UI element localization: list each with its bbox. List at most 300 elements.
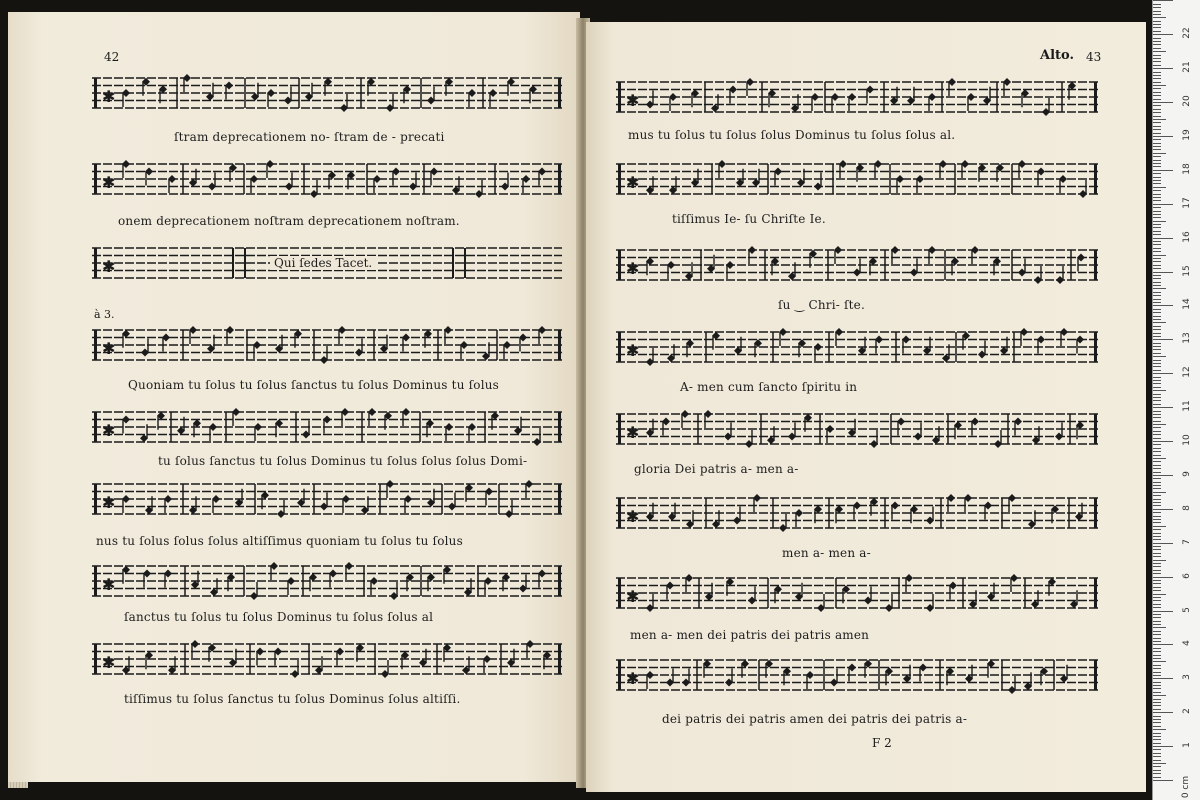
music-staff [616, 76, 1098, 118]
ruler-number: 19 [1182, 129, 1192, 141]
staff-notation [92, 158, 562, 200]
ruler-unit: 0 cm [1181, 775, 1192, 799]
music-staff [616, 492, 1098, 534]
ruler-tick [1153, 427, 1161, 428]
ruler-tick [1153, 482, 1161, 483]
music-staff [616, 408, 1098, 450]
ruler-tick [1153, 736, 1161, 737]
ruler-tick [1153, 244, 1161, 245]
ruler-tick [1153, 360, 1161, 361]
ruler-tick [1153, 509, 1173, 510]
ruler-tick [1153, 65, 1161, 66]
signature-mark: F 2 [872, 736, 892, 750]
svg-text:✱: ✱ [626, 173, 640, 192]
ruler-tick [1153, 553, 1161, 554]
lyric-line: men a- men a- [782, 546, 871, 560]
ruler-tick [1153, 133, 1161, 134]
ruler-tick [1153, 614, 1161, 615]
ruler-tick [1153, 641, 1161, 642]
measurement-ruler [1152, 0, 1200, 800]
ruler-tick [1153, 499, 1161, 500]
ruler-number: 13 [1182, 332, 1192, 345]
ruler-tick [1153, 719, 1161, 720]
ruler-tick [1153, 658, 1161, 659]
ruler-tick [1153, 638, 1161, 639]
ruler-tick [1153, 695, 1166, 696]
ruler-tick [1153, 441, 1173, 442]
ruler-tick [1153, 688, 1161, 689]
ruler-tick [1153, 692, 1161, 693]
ruler-tick [1153, 590, 1161, 591]
ruler-number: 9 [1182, 471, 1192, 477]
ruler-tick [1153, 17, 1166, 18]
ruler-tick [1153, 44, 1161, 45]
ruler-number: 14 [1182, 298, 1192, 311]
ruler-tick [1153, 729, 1166, 730]
ruler-tick [1153, 665, 1161, 666]
music-staff [92, 638, 562, 680]
ruler-number: 4 [1182, 640, 1192, 647]
ruler-tick [1153, 394, 1161, 395]
ruler-tick [1153, 461, 1161, 462]
ruler-tick [1153, 275, 1161, 276]
ruler-tick [1153, 346, 1161, 347]
ruler-tick [1153, 258, 1161, 259]
ruler-tick [1153, 24, 1161, 25]
ruler-number: 7 [1182, 538, 1192, 545]
ruler-tick [1153, 234, 1161, 235]
ruler-tick [1153, 526, 1166, 527]
ruler-tick [1153, 417, 1161, 418]
ruler-tick [1153, 190, 1161, 191]
ruler-tick [1153, 522, 1161, 523]
ruler-tick [1153, 261, 1161, 262]
ruler-tick [1153, 149, 1161, 150]
ruler-tick [1153, 309, 1161, 310]
ruler-tick [1153, 319, 1161, 320]
staff-notation [92, 324, 562, 366]
tacet-label: Qui ſedes Tacet. [270, 256, 376, 270]
ruler-tick [1153, 373, 1173, 374]
ruler-tick [1153, 187, 1166, 188]
ruler-tick [1153, 485, 1161, 486]
music-staff [616, 572, 1098, 614]
ruler-tick [1153, 560, 1166, 561]
ruler-tick [1153, 366, 1161, 367]
svg-text:✱: ✱ [102, 493, 116, 512]
ruler-tick [1153, 329, 1161, 330]
ruler-tick [1153, 122, 1161, 123]
ruler-tick [1153, 156, 1161, 157]
ruler-tick [1153, 302, 1161, 303]
ruler-tick [1153, 85, 1166, 86]
ruler-tick [1153, 139, 1161, 140]
ruler-tick [1153, 305, 1173, 306]
lyric-line: gloria Dei patris a- men a- [634, 462, 799, 476]
ruler-tick [1153, 434, 1161, 435]
ruler-tick [1153, 241, 1161, 242]
ruler-tick [1153, 4, 1161, 5]
ruler-tick [1153, 600, 1161, 601]
ruler-tick [1153, 468, 1161, 469]
ruler-tick [1153, 343, 1161, 344]
ruler-tick [1153, 451, 1161, 452]
ruler-tick [1153, 109, 1161, 110]
ruler-number: 15 [1182, 264, 1192, 277]
ruler-tick [1153, 82, 1161, 83]
lyric-line: ſu ‿ Chri- ſte. [778, 298, 865, 312]
lyric-line: mus tu ſolus tu ſolus ſolus Dominus tu ſolus ſolus al. [628, 128, 956, 142]
ruler-tick [1153, 770, 1161, 771]
ruler-tick [1153, 763, 1166, 764]
ruler-tick [1153, 594, 1166, 595]
ruler-tick [1153, 682, 1161, 683]
lyric-line: ſanctus tu ſolus tu ſolus Dominus tu ſolus ſolus al [124, 610, 434, 624]
ruler-tick [1153, 339, 1173, 340]
ruler-number: 12 [1182, 366, 1192, 378]
ruler-tick [1153, 587, 1161, 588]
ruler-tick [1153, 326, 1161, 327]
svg-text:✱: ✱ [626, 587, 640, 606]
ruler-tick [1153, 563, 1161, 564]
ruler-tick [1153, 536, 1161, 537]
ruler-tick [1153, 370, 1161, 371]
svg-text:✱: ✱ [102, 339, 116, 358]
lyric-line: tiſſimus Ie- ſu Chriſte Ie. [672, 212, 826, 226]
ruler-number: 22 [1182, 27, 1192, 39]
ruler-tick [1153, 72, 1161, 73]
ruler-tick [1153, 119, 1166, 120]
ruler-tick [1153, 136, 1173, 137]
ruler-number: 20 [1182, 95, 1192, 107]
ruler-tick [1153, 743, 1161, 744]
ruler-tick [1153, 214, 1161, 215]
music-staff [616, 244, 1098, 286]
ruler-tick [1153, 634, 1161, 635]
ruler-tick [1153, 75, 1161, 76]
ruler-tick [1153, 51, 1166, 52]
ruler-tick [1153, 38, 1161, 39]
ruler-tick [1153, 709, 1161, 710]
ruler-tick [1153, 502, 1161, 503]
ruler-tick [1153, 383, 1161, 384]
ruler-number: 11 [1182, 400, 1192, 412]
staff-notation [92, 72, 562, 114]
svg-text:✱: ✱ [102, 87, 116, 106]
ruler-tick [1153, 478, 1161, 479]
ruler-tick [1153, 143, 1161, 144]
ruler-tick [1153, 153, 1166, 154]
staff-notation [92, 406, 562, 448]
ruler-number: 5 [1182, 606, 1192, 613]
ruler-number: 2 [1182, 708, 1192, 715]
svg-text:✱: ✱ [102, 421, 116, 440]
ruler-tick [1153, 285, 1161, 286]
ruler-tick [1153, 163, 1161, 164]
ruler-number: 17 [1182, 197, 1192, 209]
ruler-tick [1153, 627, 1166, 628]
ruler-tick [1153, 651, 1161, 652]
open-book [8, 8, 1156, 792]
ruler-tick [1153, 648, 1161, 649]
ruler-tick [1153, 749, 1161, 750]
ruler-tick [1153, 543, 1173, 544]
ruler-tick [1153, 780, 1173, 781]
staff-notation [92, 560, 562, 602]
page-number-right: 43 [1086, 50, 1102, 64]
ruler-tick [1153, 166, 1161, 167]
ruler-tick [1153, 726, 1161, 727]
ruler-tick [1153, 224, 1161, 225]
left-page [8, 12, 580, 782]
ruler-tick [1153, 88, 1161, 89]
lyric-line: ſtram deprecationem no- ſtram de - precati [174, 130, 445, 144]
ruler-tick [1153, 7, 1161, 8]
svg-text:✱: ✱ [626, 341, 640, 360]
ruler-tick [1153, 0, 1173, 1]
ruler-tick [1153, 288, 1166, 289]
ruler-tick [1153, 705, 1161, 706]
ruler-tick [1153, 448, 1161, 449]
ruler-tick [1153, 356, 1166, 357]
ruler-tick [1153, 644, 1173, 645]
staff-notation [616, 654, 1098, 696]
ruler-tick [1153, 11, 1161, 12]
lyric-line: men a- men dei patris dei patris amen [630, 628, 870, 642]
ruler-tick [1153, 716, 1161, 717]
ruler-tick [1153, 611, 1173, 612]
svg-text:✱: ✱ [626, 507, 640, 526]
ruler-tick [1153, 566, 1161, 567]
svg-text:✱: ✱ [626, 669, 640, 688]
ruler-tick [1153, 597, 1161, 598]
ruler-tick [1153, 661, 1166, 662]
ruler-tick [1153, 777, 1161, 778]
ruler-tick [1153, 577, 1173, 578]
lyric-line: Quoniam tu ſolus tu ſolus ſanctus tu ſolus Dominus tu ſolus [128, 378, 500, 392]
ruler-tick [1153, 387, 1161, 388]
ruler-tick [1153, 255, 1166, 256]
lyric-line: nus tu ſolus ſolus ſolus altiſſimus quoniam tu ſolus tu ſolus [96, 534, 463, 548]
ruler-tick [1153, 322, 1166, 323]
ruler-tick [1153, 458, 1166, 459]
ruler-number: 10 [1182, 434, 1192, 446]
ruler-tick [1153, 438, 1161, 439]
ruler-tick [1153, 773, 1161, 774]
ruler-tick [1153, 604, 1161, 605]
svg-text:✱: ✱ [102, 173, 116, 192]
ruler-tick [1153, 231, 1161, 232]
svg-text:✱: ✱ [626, 423, 640, 442]
svg-text:✱: ✱ [102, 653, 116, 672]
svg-text:✱: ✱ [626, 259, 640, 278]
ruler-tick [1153, 455, 1161, 456]
ruler-number: 16 [1182, 230, 1192, 243]
ruler-tick [1153, 312, 1161, 313]
ruler-tick [1153, 197, 1161, 198]
ruler-tick [1153, 533, 1161, 534]
ruler-tick [1153, 21, 1161, 22]
lyric-line: onem deprecationem noſtram deprecationem noſtram. [118, 214, 460, 228]
ruler-tick [1153, 251, 1161, 252]
staff-notation [616, 326, 1098, 368]
ruler-tick [1153, 105, 1161, 106]
staff-notation [616, 492, 1098, 534]
ruler-tick [1153, 299, 1161, 300]
ruler-tick [1153, 400, 1161, 401]
ruler-tick [1153, 712, 1173, 713]
ruler-tick [1153, 570, 1161, 571]
ruler-tick [1153, 685, 1161, 686]
music-staff [92, 324, 562, 366]
ruler-tick [1153, 678, 1173, 679]
ruler-tick [1153, 282, 1161, 283]
ruler-tick [1153, 505, 1161, 506]
ruler-tick [1153, 631, 1161, 632]
ruler-number: 18 [1182, 163, 1192, 175]
ruler-tick [1153, 177, 1161, 178]
ruler-tick [1153, 617, 1161, 618]
ruler-tick [1153, 746, 1173, 747]
ruler-number: 3 [1182, 674, 1192, 681]
ruler-tick [1153, 248, 1161, 249]
ruler-tick [1153, 336, 1161, 337]
music-staff [616, 654, 1098, 696]
ruler-tick [1153, 183, 1161, 184]
ruler-tick [1153, 102, 1173, 103]
right-page [586, 22, 1146, 792]
ruler-tick [1153, 580, 1161, 581]
ruler-tick [1153, 95, 1161, 96]
ruler-tick [1153, 495, 1161, 496]
ruler-tick [1153, 488, 1161, 489]
staff-notation [616, 158, 1098, 200]
ruler-tick [1153, 227, 1161, 228]
ruler-tick [1153, 519, 1161, 520]
part-header: Alto. [1040, 48, 1074, 63]
ruler-tick [1153, 41, 1161, 42]
ruler-tick [1153, 217, 1161, 218]
ruler-tick [1153, 180, 1161, 181]
ruler-tick [1153, 444, 1161, 445]
ruler-tick [1153, 465, 1161, 466]
ruler-tick [1153, 492, 1166, 493]
ruler-tick [1153, 292, 1161, 293]
ruler-tick [1153, 760, 1161, 761]
ruler-tick [1153, 556, 1161, 557]
ruler-tick [1153, 475, 1173, 476]
ruler-tick [1153, 672, 1161, 673]
ruler-tick [1153, 516, 1161, 517]
ruler-tick [1153, 722, 1161, 723]
music-staff [92, 158, 562, 200]
music-staff [92, 406, 562, 448]
ruler-number: 8 [1182, 504, 1192, 511]
ruler-tick [1153, 390, 1166, 391]
ruler-tick [1153, 529, 1161, 530]
ruler-tick [1153, 200, 1161, 201]
ruler-tick [1153, 733, 1161, 734]
ruler-tick [1153, 349, 1161, 350]
ruler-tick [1153, 753, 1161, 754]
ruler-tick [1153, 14, 1161, 15]
ruler-tick [1153, 512, 1161, 513]
ruler-tick [1153, 655, 1161, 656]
ruler-tick [1153, 702, 1161, 703]
ruler-tick [1153, 668, 1161, 669]
ruler-tick [1153, 278, 1161, 279]
music-staff [92, 72, 562, 114]
ruler-tick [1153, 411, 1161, 412]
ruler-tick [1153, 583, 1161, 584]
ruler-tick [1153, 546, 1161, 547]
meter-mark: à 3. [94, 308, 115, 321]
ruler-number: 6 [1182, 572, 1192, 579]
ruler-tick [1153, 146, 1161, 147]
lyric-line: tu ſolus ſanctus tu ſolus Dominus tu ſolus ſolus ſolus Domi- [158, 454, 528, 468]
ruler-tick [1153, 607, 1161, 608]
staff-notation [92, 478, 562, 520]
ruler-tick [1153, 675, 1161, 676]
ruler-tick [1153, 414, 1161, 415]
music-staff [92, 560, 562, 602]
staff-notation [616, 244, 1098, 286]
ruler-tick [1153, 31, 1161, 32]
ruler-tick [1153, 55, 1161, 56]
ruler-tick [1153, 397, 1161, 398]
page-number-left: 42 [104, 50, 120, 64]
ruler-tick [1153, 129, 1161, 130]
ruler-tick [1153, 170, 1173, 171]
ruler-tick [1153, 48, 1161, 49]
ruler-tick [1153, 34, 1173, 35]
ruler-tick [1153, 316, 1161, 317]
ruler-tick [1153, 58, 1161, 59]
svg-text:✱: ✱ [626, 91, 640, 110]
ruler-tick [1153, 756, 1161, 757]
staff-notation [616, 572, 1098, 614]
ruler-tick [1153, 404, 1161, 405]
ruler-tick [1153, 207, 1161, 208]
ruler-tick [1153, 68, 1173, 69]
ruler-tick [1153, 353, 1161, 354]
staff-notation [616, 76, 1098, 118]
ruler-tick [1153, 621, 1161, 622]
ruler-tick [1153, 238, 1173, 239]
ruler-tick [1153, 99, 1161, 100]
ruler-tick [1153, 333, 1161, 334]
ruler-tick [1153, 61, 1161, 62]
lyric-line: tiſſimus tu ſolus ſanctus tu ſolus Dominus ſolus altiſſi. [124, 692, 461, 706]
music-staff [616, 158, 1098, 200]
ruler-tick [1153, 92, 1161, 93]
music-staff [616, 326, 1098, 368]
lyric-line: A- men cum ſancto ſpiritu in [680, 380, 858, 394]
staff-notation [616, 408, 1098, 450]
ruler-tick [1153, 424, 1166, 425]
ruler-tick [1153, 699, 1161, 700]
ruler-tick [1153, 380, 1161, 381]
ruler-tick [1153, 421, 1161, 422]
ruler-tick [1153, 112, 1161, 113]
ruler-tick [1153, 539, 1161, 540]
ruler-tick [1153, 221, 1166, 222]
ruler-tick [1153, 211, 1161, 212]
ruler-tick [1153, 549, 1161, 550]
lyric-line: dei patris dei patris amen dei patris dei patris a- [662, 712, 968, 726]
ruler-tick [1153, 431, 1161, 432]
ruler-tick [1153, 472, 1161, 473]
